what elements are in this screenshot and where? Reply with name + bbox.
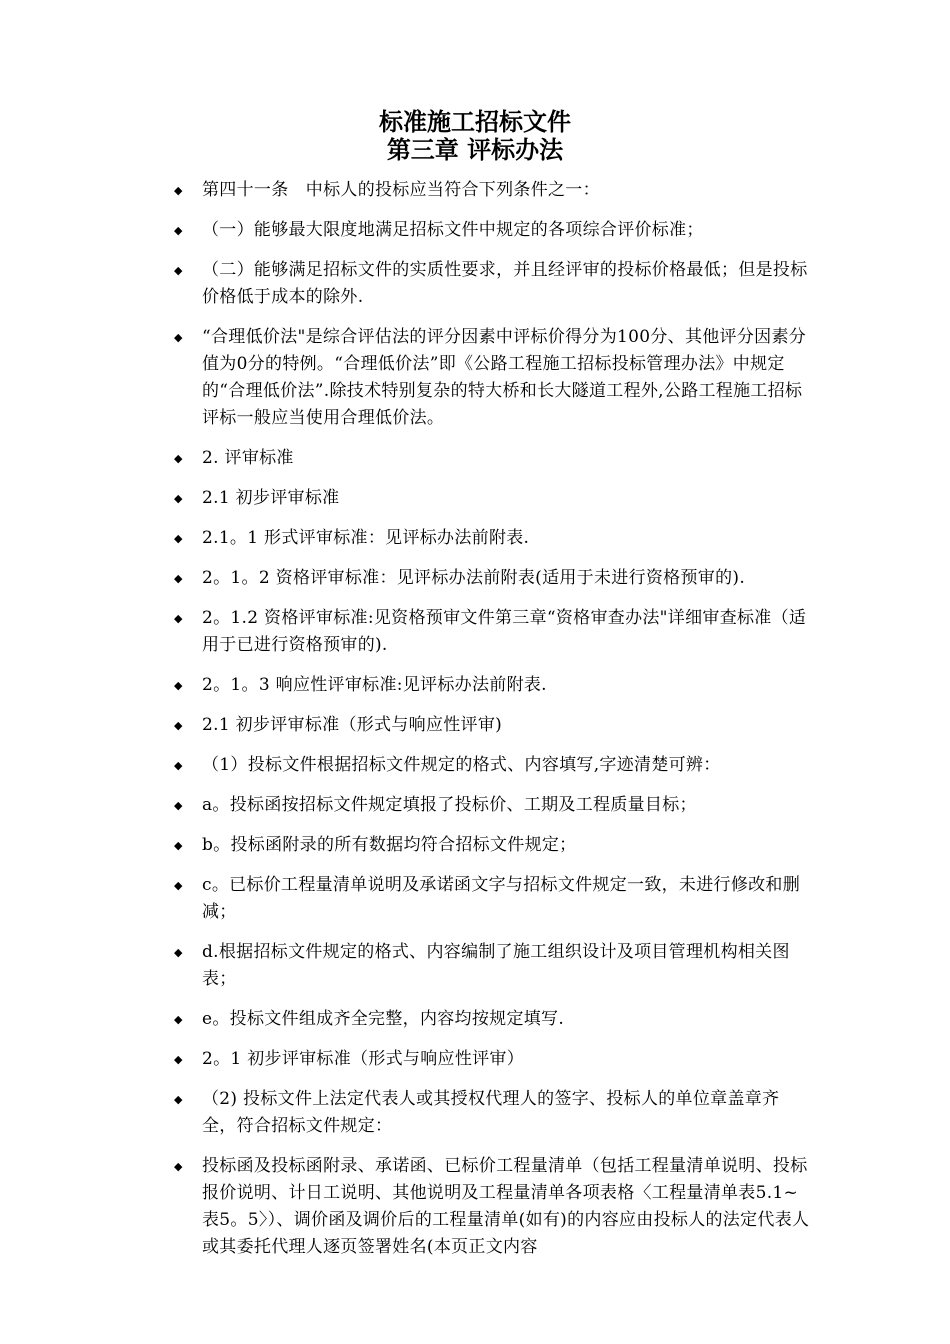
- list-item-text: “合理低价法"是综合评估法的评分因素中评标价得分为100分、其他评分因素分值为0分的特例。“合理低价法”即《公路工程施工招标投标管理办法》中规定的“合理低价法”.除技术特别复杂的特大桥和长大隧道工程外,公路工程施工招标评标一般应当使用合理低价法。: [202, 327, 807, 428]
- list-item-text: b。投标函附录的所有数据均符合招标文件规定；: [202, 835, 577, 855]
- diamond-bullet-icon: ◆: [174, 532, 183, 545]
- list-item-text: 2. 评审标准: [202, 448, 294, 468]
- diamond-bullet-icon: ◆: [174, 839, 183, 852]
- diamond-bullet-icon: ◆: [174, 679, 183, 692]
- list-item: [170, 712, 810, 739]
- list-item-text: 投标函及投标函附录、承诺函、已标价工程量清单（包括工程量清单说明、投标报价说明、计日工说明、其他说明及工程量清单各项表格〈工程量清单表5.1~表5。5〉）、调价函及调价后的工程量清单(如有)的内容应由投标人的法定代表人或其委托代理人逐页签署姓名(本页正文内容: [202, 1156, 810, 1257]
- list-item-text: 第四十一条 中标人的投标应当符合下列条件之一：: [202, 180, 600, 200]
- list-item: [170, 832, 810, 859]
- list-item: [170, 752, 810, 779]
- list-item: [170, 525, 810, 552]
- list-item-text: 2。1。3 响应性评审标准:见评标办法前附表.: [202, 675, 547, 695]
- list-item: [170, 1153, 810, 1261]
- list-item: [170, 605, 810, 659]
- diamond-bullet-icon: ◆: [174, 331, 183, 344]
- diamond-bullet-icon: ◆: [174, 224, 183, 237]
- list-item: [170, 485, 810, 512]
- list-item-text: （2) 投标文件上法定代表人或其授权代理人的签字、投标人的单位章盖章齐全，符合招标文件规定：: [202, 1089, 780, 1136]
- list-item-text: 2。1。2 资格评审标准：见评标办法前附表(适用于未进行资格预审的).: [202, 568, 746, 588]
- diamond-bullet-icon: ◆: [174, 946, 183, 959]
- list-item-text: （1）投标文件根据招标文件规定的格式、内容填写,字迹清楚可辨：: [202, 755, 721, 775]
- diamond-bullet-icon: ◆: [174, 1093, 183, 1106]
- clause-list: [170, 177, 810, 1274]
- list-item: [170, 1006, 810, 1033]
- list-item: [170, 177, 810, 204]
- diamond-bullet-icon: ◆: [174, 572, 183, 585]
- diamond-bullet-icon: ◆: [174, 719, 183, 732]
- list-item-text: a。投标函按招标文件规定填报了投标价、工期及工程质量目标；: [202, 795, 697, 815]
- list-item: [170, 217, 810, 244]
- diamond-bullet-icon: ◆: [174, 1160, 183, 1173]
- diamond-bullet-icon: ◆: [174, 612, 183, 625]
- list-item-text: d.根据招标文件规定的格式、内容编制了施工组织设计及项目管理机构相关图表；: [202, 942, 790, 989]
- list-item-text: （一）能够最大限度地满足招标文件中规定的各项综合评价标准；: [202, 220, 704, 240]
- list-item: [170, 1046, 810, 1073]
- diamond-bullet-icon: ◆: [174, 759, 183, 772]
- diamond-bullet-icon: ◆: [174, 492, 183, 505]
- list-item-text: 2.1。1 形式评审标准：见评标办法前附表.: [202, 528, 530, 548]
- diamond-bullet-icon: ◆: [174, 879, 183, 892]
- list-item: [170, 257, 810, 311]
- diamond-bullet-icon: ◆: [174, 1013, 183, 1026]
- diamond-bullet-icon: ◆: [174, 1053, 183, 1066]
- list-item-text: 2。1.2 资格评审标准:见资格预审文件第三章“资格审查办法"详细审查标准（适用于已进行资格预审的).: [202, 608, 807, 655]
- list-item-text: 2.1 初步评审标准（形式与响应性评审): [202, 715, 503, 735]
- list-item: [170, 792, 810, 819]
- list-item-text: 2。1 初步评审标准（形式与响应性评审）: [202, 1049, 525, 1069]
- diamond-bullet-icon: ◆: [174, 184, 183, 197]
- list-item: [170, 445, 810, 472]
- list-item-text: （二）能够满足招标文件的实质性要求，并且经评审的投标价格最低；但是投标价格低于成本的除外.: [202, 260, 808, 307]
- list-item: [170, 939, 810, 993]
- list-item: [170, 324, 810, 432]
- chapter-title: 第三章 评标办法: [386, 135, 564, 164]
- list-item-text: 2.1 初步评审标准: [202, 488, 340, 508]
- diamond-bullet-icon: ◆: [174, 799, 183, 812]
- diamond-bullet-icon: ◆: [174, 264, 183, 277]
- list-item-text: e。投标文件组成齐全完整，内容均按规定填写.: [202, 1009, 565, 1029]
- list-item: [170, 565, 810, 592]
- diamond-bullet-icon: ◆: [174, 452, 183, 465]
- list-item-text: c。已标价工程量清单说明及承诺函文字与招标文件规定一致，未进行修改和删减；: [202, 875, 801, 922]
- list-item: [170, 672, 810, 699]
- document-title: 标准施工招标文件: [379, 107, 571, 136]
- list-item: [170, 872, 810, 926]
- list-item: [170, 1086, 810, 1140]
